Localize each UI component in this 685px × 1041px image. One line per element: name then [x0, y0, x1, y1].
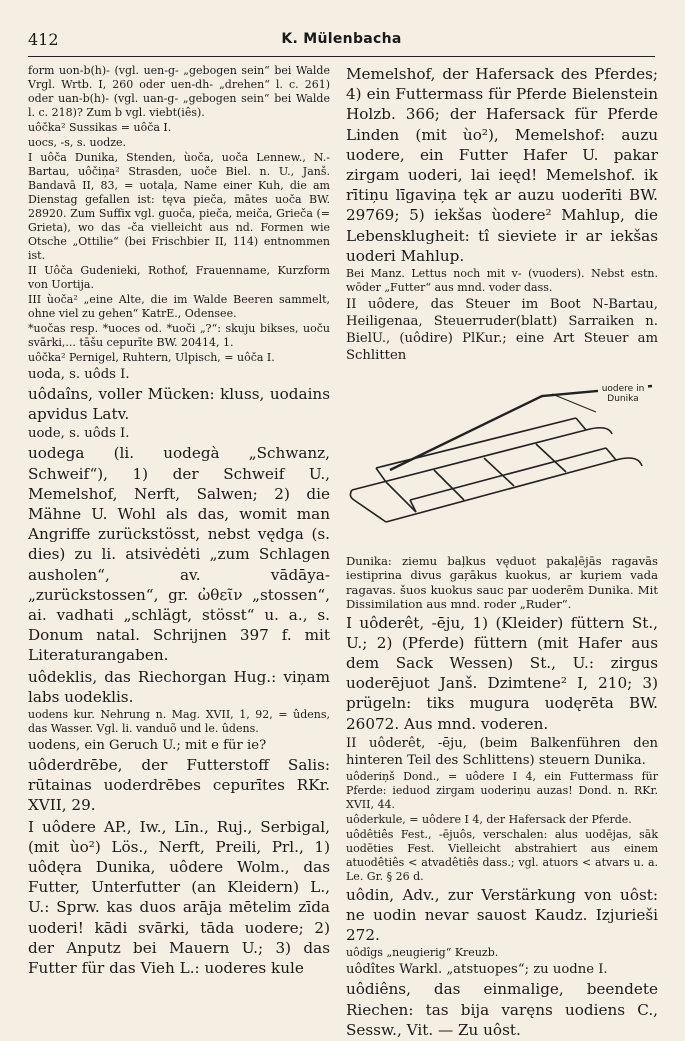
dictionary-entry: form uon-b(h)- (vgl. uen-g- „gebogen sein“ bei Walde Vrgl. Wrtb. I, 260 oder uen-dh- „drehen“ l. c. 261) oder uan-b(h)- (vgl. uan-g- „gebogen sein“ bei Walde l. c. 218)? Zum b vgl. viebt(iês). [28, 64, 330, 119]
dictionary-entry: uôdîtes Warkl. „atstuopes“; zu uodne I. [346, 962, 608, 978]
dictionary-entry: uôderkule, = uôdere I 4, der Hafersack der Pferde. [346, 812, 632, 826]
dictionary-entry: uôdiêns, das einmalige, beendete Riechen: tas bija varęns uodiens C., Sessw., Vit. — Zu uôst. [346, 980, 658, 1039]
dictionary-entry: uôdîgs „neugierig“ Kreuzb. [346, 946, 499, 960]
sled-figure [346, 372, 658, 544]
dictionary-entry: I uôča Dunika, Stenden, ùoča, uoča Lennew., N.-Bartau, uôčiņa² Strasden, uoče Biel. n. U., Janš. Bandavā II, 83, = uotaļa, Name einer Kuh, die am Dienstag gefallen ist: tęva pieča, mātes uoča BW. 28920. Zum Suffix vgl. guoča, pieča, meiča, Grieča (= Grieta), wo das -ča vielleicht aus nd. Formen wie Otsche „Ottilie“ (bei Frischbier II, 114) entnommen ist. [28, 151, 330, 262]
page-number: 412 [28, 30, 59, 49]
dictionary-entry: uôderiņš Dond., = uôdere I 4, ein Futtermass für Pferde: ieduod zirgam uoderiņu auzas! Dond. n. RKr. XVII, 44. [346, 769, 658, 811]
dictionary-entry: uodens kur. Nehrung n. Mag. XVII, 1, 92, = ûdens, das Wasser. Vgl. li. vanduõ und le. ûdens. [28, 708, 330, 736]
dictionary-entry: uocs, -s, s. uodze. [28, 136, 127, 149]
figure-label-line2: Dunika [607, 394, 639, 405]
left-column [28, 64, 330, 979]
figure-label-line1: uodere in [601, 384, 645, 395]
dictionary-entry: uôderdrēbe, der Futterstoff Salis: rūtainas uoderdrēbes cepurītes RKr. XVII, 29. [28, 756, 330, 815]
dictionary-entry: *uočas resp. *uoces od. *uoči „?“: skuju bikses, uoču svārki,... tāšu cepurīte BW. 20414, 1. [28, 322, 330, 349]
page-header [28, 26, 655, 52]
dictionary-entry: III ùoča² „eine Alte, die im Walde Beeren sammelt, ohne viel zu gehen“ KatrE., Odensee. [28, 293, 330, 320]
dictionary-entry: Dunika: ziemu baļkus vęduot pakaļējās ragavās iestiprina divus gaŗākus kuokus, ar kuŗiem vada ragavas. šuos kuokus sauc par uoderēm Dunika. Mit Dissimilation aus mnd. roder „Ruder“. [346, 554, 658, 612]
dictionary-entry: uôdin, Adv., zur Verstärkung von uôst: ne uodin nevar sauost Kaudz. Izjurieši 272. [346, 885, 658, 945]
dictionary-entry: uôčka² Pernigel, Ruhtern, Ulpisch, = uôča I. [28, 351, 275, 364]
dictionary-entry: uode, s. uôds I. [28, 426, 130, 442]
dictionary-entry: II Uôča Gudenieki, Rothof, Frauenname, Kurzform von Uortija. [28, 264, 330, 291]
right-column-bottom [346, 554, 658, 1040]
right-column [346, 64, 658, 1041]
dictionary-entry: Memelshof, der Hafersack des Pferdes; 4) ein Futtermass für Pferde Bielenstein Holzb. 366; der Hafersack für Pferde Linden (mit ùo²), Memelshof: auzu uodere, ein Futter Hafer U. pakar zirgam uoderi, lai ieęd! Memelshof. ik rītiņu līgaviņa tęk ar auzu uoderīti BW. 29769; 5) iekšas ùodere² Mahlup, die Lebensklugheit: tî sieviete ir ar iekšas uoderi Mahlup. [346, 65, 658, 265]
running-title: K. Mülenbacha [281, 31, 402, 47]
dictionary-entry: uôčka² Sussikas = uôča I. [28, 121, 172, 134]
figure-label [598, 384, 648, 404]
header-rule [28, 56, 655, 57]
dictionary-entry: uôdaîns, voller Mücken: kluss, uodains apvidus Latv. [28, 385, 330, 424]
dictionary-entry: II uôderêt, -ēju, (beim Balkenführen den hinteren Teil des Schlittens) steuern Dunika. [346, 735, 658, 768]
dictionary-entry: II uôdere, das Steuer im Boot N-Bartau, Heiligenaa, Steuerruder(blatt) Sarraiken n. BielU., (uôdire) PlKur.; eine Art Steuer am Schlitten [346, 297, 658, 364]
dictionary-entry: uodega (li. uodegà „Schwanz, Schweif“), 1) der Schweif U., Memelshof, Nerft, Salwen; 2) die Mähne U. Wohl als das, womit man Angriffe zurückstösst, nebst vędga (s. dies) zu li. atsivėdėti „zum Schlagen ausholen“, av. vādāya- „zurückstossen“, gr. ὠθεῖν „stossen“, ai. vadhati „schlägt, stösst“ u. a., s. Donum natal. Schrijnen 397 f. mit Literaturangaben. [28, 444, 330, 665]
dictionary-entry: uodens, ein Geruch U.; mit e für ie? [28, 738, 267, 754]
dictionary-entry: I uôderêt, -ēju, 1) (Kleider) füttern St., U.; 2) (Pferde) füttern (mit Hafer aus dem Sack Wessen) St., U.: zirgus uoderējuot Janš. Dzimtene² I, 210; 3) prügeln: tiks mugura uodęrēta BW. 26072. Aus mnd. voderen. [346, 613, 658, 733]
dictionary-entry: uôdeklis, das Riechorgan Hug.: viņam labs uodeklis. [28, 667, 330, 706]
dictionary-entry: uôdêtiês Fest., -ējuôs, verschalen: alus uodējas, sāk uodēties Fest. Vielleicht abstrahiert aus einem atuodêtiês < atvadêtiês dass.; vgl. atuors < atvars u. a. Le. Gr. § 26 d. [346, 827, 658, 883]
dictionary-entry: I uôdere AP., Iw., Līn., Ruj., Serbigal, (mit ùo²) Lös., Nerft, Preili, Prl., 1) uôdęra Dunika, uôdere Wolm., das Futter, Unterfutter (an Kleidern) L., U.: Sprw. kas duos arāja mētelim zīda uoderi! kādi svārki, tāda uodere; 2) der Anputz bei Mauern U.; 3) das Futter für das Vieh L.: uoderes kule [28, 817, 330, 978]
dictionary-entry: Bei Manz. Lettus noch mit v- (vuoders). Nebst estn. wōder „Futter“ aus mnd. voder dass. [346, 267, 658, 295]
right-column-top [346, 64, 658, 364]
dictionary-entry: uoda, s. uôds I. [28, 367, 130, 382]
